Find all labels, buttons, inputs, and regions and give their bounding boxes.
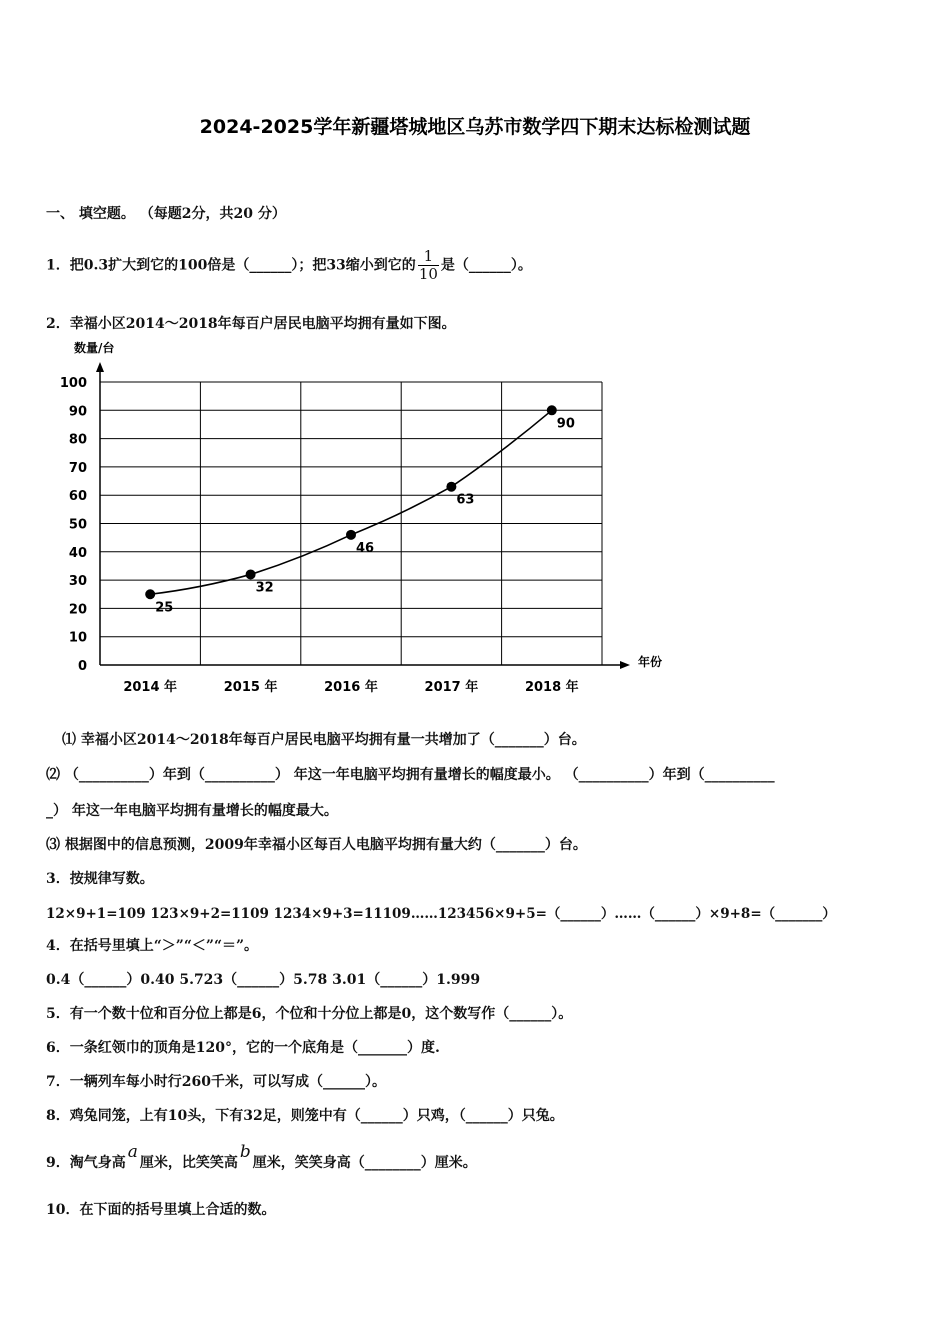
variable-b: b [239,1142,251,1162]
data-point [446,482,456,492]
question-8: 8．鸡兔同笼，上有10头，下有32足，则笼中有（______）只鸡，（______）只兔。 [46,1108,564,1124]
line-chart [44,335,684,705]
y-axis-label: 数量/台 [74,341,115,355]
data-label: 63 [456,492,475,508]
data-label: 90 [556,416,575,432]
x-axis-label: 年份 [638,655,663,669]
data-label: 25 [155,600,174,616]
x-tick-label: 2016 年 [324,680,378,695]
y-tick-label: 100 [59,376,87,391]
q9-text-part3: 厘米，笑笑身高（________）厘米。 [252,1155,477,1171]
y-tick-label: 70 [68,460,87,476]
data-point [547,405,557,415]
data-labels [155,416,575,615]
question-3-pattern: 12×9+1=109 123×9+2=1109 1234×9+3=11109……123456×9+5=（______）……（______）×9+8=（_______） [46,906,836,922]
q9-text-part2: 厘米，比笑笑高 [139,1155,238,1171]
x-tick-labels [123,679,578,695]
x-tick-label: 2018 年 [524,680,579,695]
data-point [246,569,256,579]
data-point [145,589,155,599]
data-points [145,405,557,599]
y-axis-arrow [96,362,104,372]
y-tick-label: 80 [68,432,87,448]
series-line [150,410,552,594]
y-tick-label: 90 [68,404,87,420]
x-axis-arrow [620,661,630,669]
question-4: 4．在括号里填上“＞”“＜”“＝”。 [46,938,259,954]
fraction [418,248,439,283]
question-2-sub-3: ⑶ 根据图中的信息预测，2009年幸福小区每百人电脑平均拥有量大约（_______）台。 [46,837,587,853]
question-5: 5．有一个数十位和百分位上都是6，个位和十分位上都是0，这个数写作（______）。 [46,1006,573,1022]
y-tick-label: 30 [68,574,87,590]
q1-text-part2: 是（______）。 [440,257,532,274]
chart-grid [100,382,602,665]
y-tick-label: 50 [68,517,87,533]
q9-text-part1: 9．淘气身高 [46,1155,126,1171]
fraction-denominator: 10 [418,265,438,283]
question-9 [46,1142,477,1172]
x-tick-label: 2014 年 [123,680,178,695]
data-label: 46 [356,540,375,556]
y-tick-label: 60 [68,489,87,505]
page-title: 2024-2025学年新疆塔城地区乌苏市数学四下期末达标检测试题 [199,116,751,138]
q1-text-part1: 1．把0.3扩大到它的100倍是（______）；把33缩小到它的 [46,257,416,274]
series-line-path [150,410,552,594]
y-tick-labels [60,376,87,674]
y-tick-label: 0 [77,659,87,674]
data-point [346,530,356,540]
question-1 [46,248,532,283]
fraction-numerator: 1 [418,248,439,266]
x-tick-label: 2017 年 [424,680,479,695]
section-heading: 一、 填空题。 （每题2分，共20 分） [46,206,286,222]
question-10: 10．在下面的括号里填上合适的数。 [46,1202,276,1218]
question-3: 3．按规律写数。 [46,871,154,887]
question-2-sub-1: ⑴ 幸福小区2014～2018年每百户居民电脑平均拥有量一共增加了（_______）台。 [62,732,586,748]
question-2-sub-2-continued: _） 年这一年电脑平均拥有量增长的幅度最大。 [46,803,338,819]
data-label: 32 [255,580,274,596]
question-7: 7．一辆列车每小时行260千米，可以写成（______）。 [46,1074,386,1090]
x-tick-label: 2015 年 [223,680,278,695]
question-6: 6．一条红领巾的顶角是120°，它的一个底角是（_______）度. [46,1040,440,1056]
y-tick-label: 40 [68,545,87,561]
question-2: 2．幸福小区2014～2018年每百户居民电脑平均拥有量如下图。 [46,316,456,332]
question-2-sub-2: ⑵ （__________）年到（__________） 年这一年电脑平均拥有量增长的幅度最小。 （__________）年到（__________ [46,767,775,783]
y-tick-label: 10 [68,630,87,646]
variable-a: a [127,1142,138,1162]
question-4-comparisons: 0.4（______）0.40 5.723（______）5.78 3.01（______）1.999 [46,972,481,988]
y-tick-label: 20 [68,602,87,618]
